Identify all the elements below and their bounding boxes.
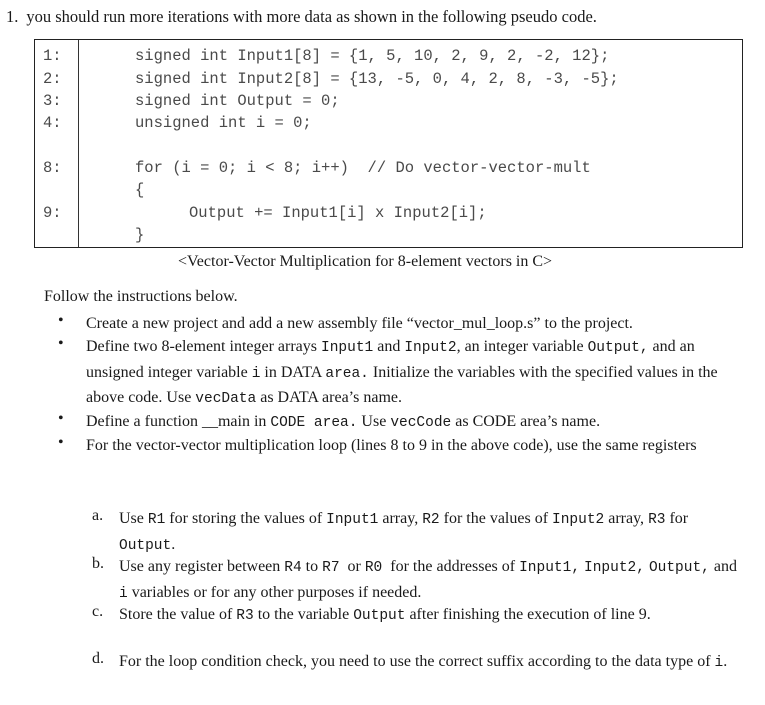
sub-item-c: Store the value of R3 to the variable Output after finishing the execution of line 9. [119, 606, 651, 624]
bullet-item-4: For the vector-vector multiplication loop (lines 8 to 9 in the above code), use the same registers [86, 437, 697, 454]
code-line: signed int Input2[8] = {13, -5, 0, 4, 2, 8, -3, -5}; [135, 70, 619, 88]
sub-item-label: a. [92, 507, 104, 524]
bullet-item-2: Define two 8-element integer arrays Input1 and Input2, an integer variable Output, and an unsigned integer variable i in DATA area. Initialize the variables with the specified values in the above code. Use vecData as DATA area’s name. [86, 338, 718, 407]
code-box [34, 39, 743, 248]
bullet-item-3: Define a function __main in CODE area. Use vecCode as CODE area’s name. [86, 413, 601, 431]
line-number: 2: [43, 70, 62, 88]
sub-item-label: c. [92, 603, 104, 620]
sub-item-label: d. [92, 650, 104, 667]
code-line: Output += Input1[i] x Input2[i]; [189, 204, 487, 222]
code-line: signed int Output = 0; [135, 92, 340, 110]
code-line: for (i = 0; i < 8; i++) // Do vector-vector-mult [135, 159, 591, 177]
bullet-dot: • [58, 410, 64, 427]
code-line: { [135, 181, 145, 199]
question-number: 1. [6, 7, 19, 26]
sub-item-a: Use R1 for storing the values of Input1 array, R2 for the values of Input2 array, R3 for Output. [119, 510, 689, 554]
sub-item-d: For the loop condition check, you need to use the correct suffix according to the data type of i. [119, 653, 728, 671]
code-caption: <Vector-Vector Multiplication for 8-element vectors in C> [178, 253, 553, 270]
question-title [6, 7, 597, 27]
code-line: signed int Input1[8] = {1, 5, 10, 2, 9, 2, -2, 12}; [135, 47, 610, 65]
line-number: 8: [43, 159, 62, 177]
sub-item-label: b. [92, 555, 104, 572]
instructions-intro: Follow the instructions below. [44, 288, 238, 305]
question-text: you should run more iterations with more data as shown in the following pseudo code. [26, 7, 597, 26]
bullet-item-1: Create a new project and add a new assembly file “vector_mul_loop.s” to the project. [86, 315, 633, 332]
line-number-gutter [35, 40, 79, 247]
line-number: 1: [43, 47, 62, 65]
sub-item-b: Use any register between R4 to R7 or R0 for the addresses of Input1, Input2, Output, and i variables or for any other purposes if needed. [119, 558, 737, 602]
line-number: 3: [43, 92, 62, 110]
bullet-dot: • [58, 312, 64, 329]
code-line: unsigned int i = 0; [135, 114, 312, 132]
bullet-dot: • [58, 434, 64, 451]
line-number: 9: [43, 204, 62, 222]
line-number: 4: [43, 114, 62, 132]
bullet-dot: • [58, 335, 64, 352]
code-line: } [135, 226, 145, 244]
